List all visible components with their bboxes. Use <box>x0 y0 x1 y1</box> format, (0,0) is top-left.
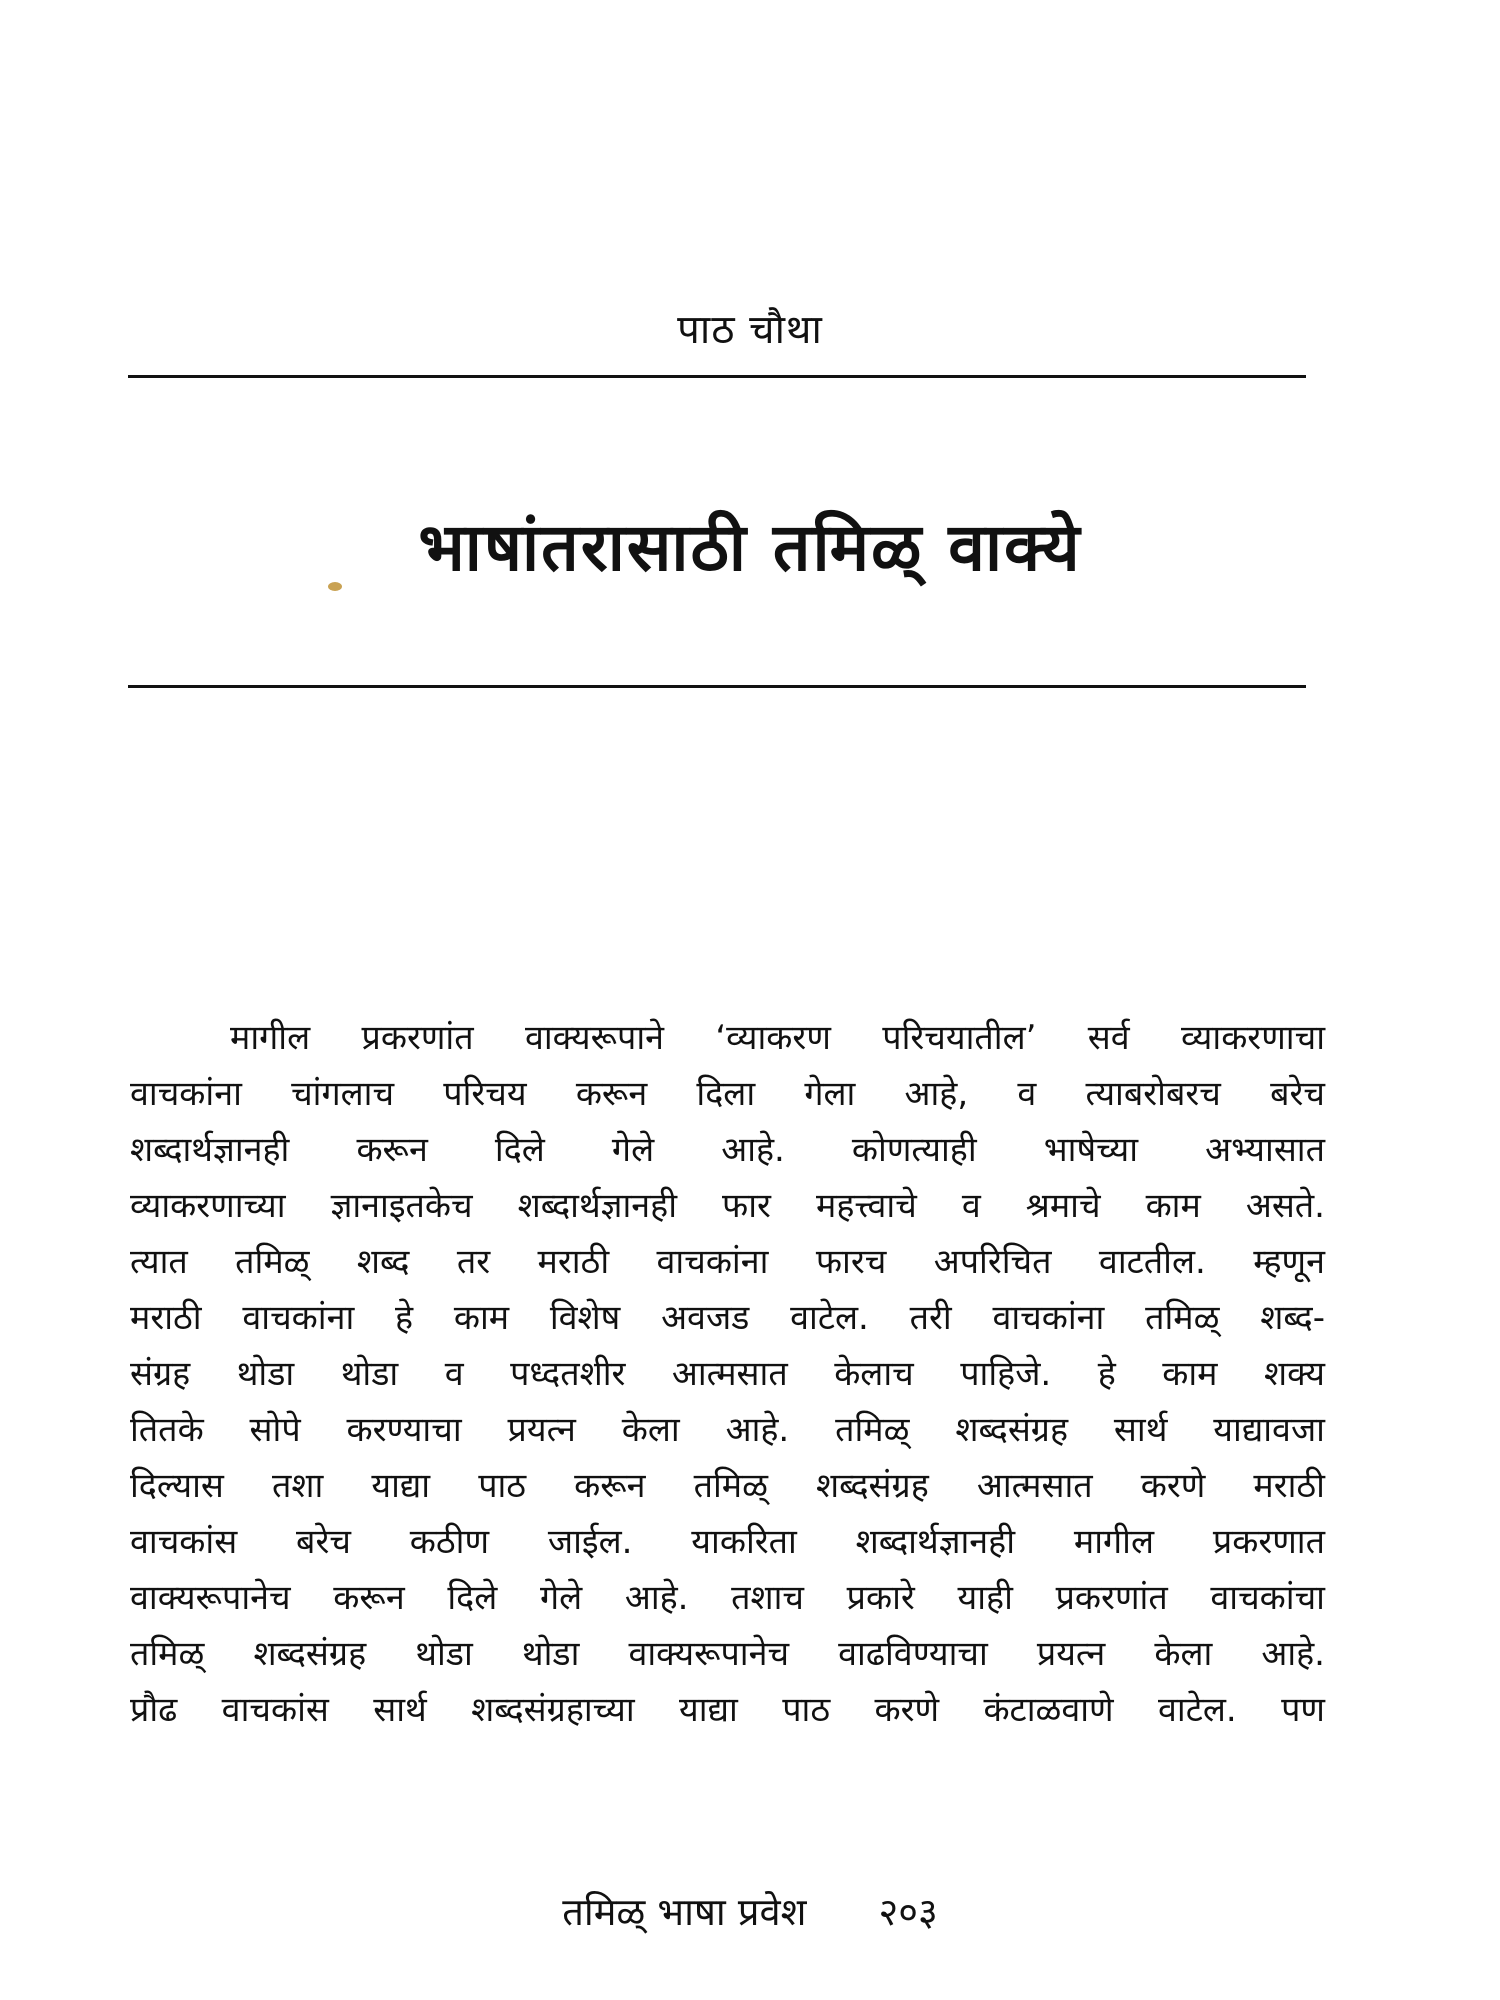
body-line: दिल्यास तशा याद्या पाठ करून तमिळ् शब्दसंग्रह आत्मसात करणे मराठी <box>130 1466 1325 1506</box>
body-line: प्रौढ वाचकांस सार्थ शब्दसंग्रहाच्या याद्या पाठ करणे कंटाळवाणे वाटेल. पण <box>130 1690 1325 1730</box>
body-line: व्याकरणाच्या ज्ञानाइतकेच शब्दार्थज्ञानही फार महत्त्वाचे व श्रमाचे काम असते. <box>130 1186 1325 1226</box>
paper-speck <box>328 582 342 591</box>
top-divider <box>128 375 1306 378</box>
body-line: वाचकांस बरेच कठीण जाईल. याकरिता शब्दार्थज्ञानही मागील प्रकरणात <box>130 1522 1325 1562</box>
bottom-divider <box>128 685 1306 688</box>
body-line: मराठी वाचकांना हे काम विशेष अवजड वाटेल. तरी वाचकांना तमिळ् शब्द- <box>130 1298 1325 1338</box>
lesson-number: पाठ चौथा <box>677 307 823 353</box>
body-line: मागील प्रकरणांत वाक्यरूपाने ‘व्याकरण परिचयातील’ सर्व व्याकरणाचा <box>230 1018 1325 1058</box>
body-line: शब्दार्थज्ञानही करून दिले गेले आहे. कोणत्याही भाषेच्या अभ्यासात <box>130 1130 1325 1170</box>
body-line: त्यात तमिळ् शब्द तर मराठी वाचकांना फारच अपरिचित वाटतील. म्हणून <box>130 1242 1325 1282</box>
body-line: वाचकांना चांगलाच परिचय करून दिला गेला आहे, व त्याबरोबरच बरेच <box>130 1074 1325 1114</box>
chapter-title: भाषांतरासाठी तमिळ् वाक्ये <box>418 509 1082 586</box>
body-line: तितके सोपे करण्याचा प्रयत्न केला आहे. तमिळ् शब्दसंग्रह सार्थ याद्यावजा <box>130 1410 1325 1450</box>
body-line: वाक्यरूपानेच करून दिले गेले आहे. तशाच प्रकारे याही प्रकरणांत वाचकांचा <box>130 1578 1325 1618</box>
page-footer <box>0 1885 1500 1937</box>
footer-book-title: तमिळ् भाषा प्रवेश <box>562 1890 807 1934</box>
body-line: संग्रह थोडा थोडा व पध्दतशीर आत्मसात केलाच पाहिजे. हे काम शक्य <box>130 1354 1325 1394</box>
body-line: तमिळ् शब्दसंग्रह थोडा थोडा वाक्यरूपानेच वाढविण्याचा प्रयत्न केला आहे. <box>130 1634 1325 1674</box>
page-number: २०३ <box>878 1890 938 1934</box>
body-paragraph <box>130 1010 1325 1738</box>
